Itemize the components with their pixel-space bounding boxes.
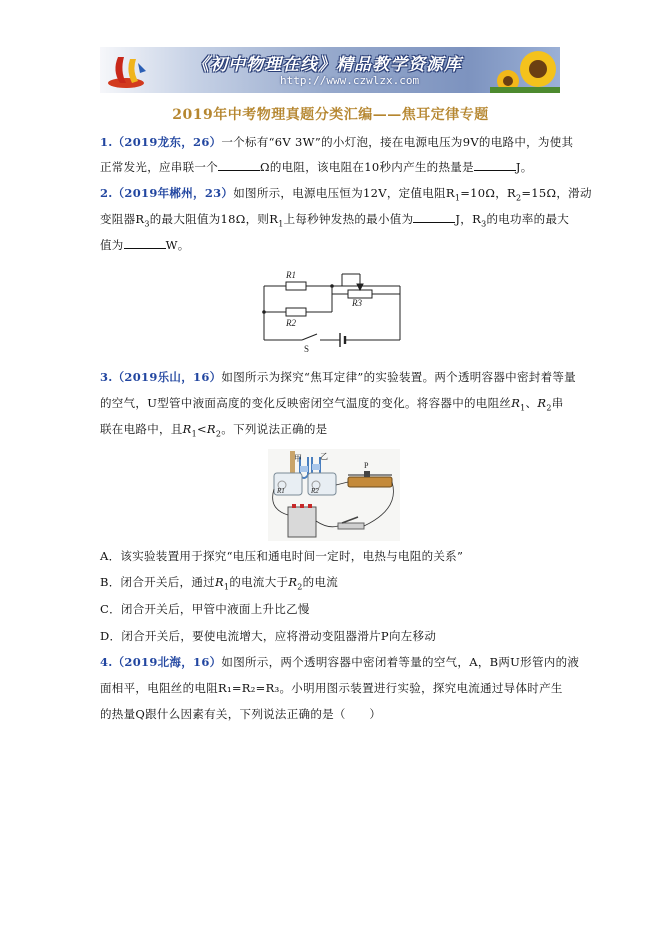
label-r2: R2 xyxy=(286,318,296,328)
label-r3: R3 xyxy=(352,298,362,308)
q2-number: 2. xyxy=(100,186,113,200)
q3-text-3c: 。下列说法正确的是 xyxy=(221,422,328,436)
subscript: 2 xyxy=(297,582,303,592)
q2-text-1b: =10Ω，R xyxy=(460,186,516,200)
banner-title: 《初中物理在线》精品教学资源库 xyxy=(192,55,462,75)
q2-text-3b: W。 xyxy=(165,238,190,252)
q4-text-1: 如图所示，两个透明容器中密闭着等量的空气，A，B两U形管内的液 xyxy=(221,655,580,669)
answer-blank[interactable] xyxy=(413,211,455,223)
answer-blank[interactable] xyxy=(218,159,260,171)
q2-line-2 xyxy=(100,211,568,232)
q2-source: （2019年郴州，23） xyxy=(112,186,234,200)
label-p: P xyxy=(364,461,369,470)
q4-line-1 xyxy=(100,654,580,670)
subscript: 2 xyxy=(215,429,222,439)
subscript: 1 xyxy=(223,582,230,592)
q4-line-2: 面相平，电阻丝的电阻R₁=R₂=R₃。小明用图示装置进行实验，探究电流通过导体时产生 xyxy=(100,681,563,695)
symbol-r: R xyxy=(206,422,216,436)
q1-text-2a: 正常发光，应串联一个 xyxy=(100,160,218,174)
symbol-r: R xyxy=(214,575,224,589)
option-b[interactable] xyxy=(100,574,568,595)
q2-text-2c: 上每秒钟发热的最小值为 xyxy=(283,212,414,226)
q1-text-2b: Ω的电阻，该电阻在10秒内产生的热量是 xyxy=(260,160,474,174)
symbol-r: R xyxy=(511,396,521,410)
q2-text-2b: 的最大阻值为18Ω，则R xyxy=(149,212,279,226)
q2-text-2d: J，R xyxy=(455,212,482,226)
option-c[interactable]: C．闭合开关后，甲管中液面上升比乙慢 xyxy=(100,602,310,616)
q2-text-1c: =15Ω，滑动 xyxy=(521,186,592,200)
option-b-text-a: B．闭合开关后，通过 xyxy=(100,575,215,589)
symbol-r: R xyxy=(288,575,298,589)
subscript: 1 xyxy=(278,219,284,229)
q4-source: （2019北海，16） xyxy=(112,655,222,669)
q2-line-3 xyxy=(100,237,568,253)
symbol-r: R xyxy=(537,396,547,410)
symbol-r: R xyxy=(182,422,192,436)
option-a[interactable]: A．该实验装置用于探究“电压和通电时间一定时，电热与电阻的关系” xyxy=(100,549,464,563)
q3-text-3a: 联在电路中，且 xyxy=(100,422,183,436)
label-r1: R1 xyxy=(286,270,296,280)
subscript: 1 xyxy=(520,403,526,413)
circuit-diagram xyxy=(262,264,402,354)
q4-number: 4. xyxy=(100,655,113,669)
option-d[interactable]: D．闭合开关后，要使电流增大，应将滑动变阻器滑片P向左移动 xyxy=(100,629,437,643)
q2-text-3a: 值为 xyxy=(100,238,124,252)
answer-blank[interactable] xyxy=(124,237,166,249)
q3-text-3b: < xyxy=(196,422,207,436)
label-r2: R2 xyxy=(311,487,319,495)
q1-line-1 xyxy=(100,134,574,150)
q3-line-2 xyxy=(100,395,568,416)
q3-text-2c: 串 xyxy=(551,396,564,410)
subscript: 1 xyxy=(454,193,461,203)
q1-number: 1. xyxy=(100,135,113,149)
answer-blank[interactable] xyxy=(474,159,516,171)
q4-line-3: 的热量Q跟什么因素有关，下列说法正确的是（ ） xyxy=(100,707,382,721)
q3-line-1 xyxy=(100,369,576,385)
apparatus-photo xyxy=(268,449,400,541)
sunflower-icon xyxy=(490,47,560,93)
q3-source: （2019乐山，16） xyxy=(112,370,222,384)
subscript: 3 xyxy=(481,219,487,229)
q3-text-2a: 的空气，U型管中液面高度的变化反映密闭空气温度的变化。将容器中的电阻丝 xyxy=(100,396,512,410)
logo-icon xyxy=(104,49,154,91)
q2-text-2e: 的电功率的最大 xyxy=(486,212,570,226)
q2-text-2a: 变阻器R xyxy=(100,212,145,226)
subscript: 3 xyxy=(144,219,150,229)
label-yi: 乙 xyxy=(320,452,328,461)
banner-url: http://www.czwlzx.com xyxy=(280,74,420,87)
q3-number: 3. xyxy=(100,370,113,384)
header-banner xyxy=(100,47,560,93)
q3-line-3 xyxy=(100,421,568,442)
q1-text-2c: J。 xyxy=(515,160,533,174)
q3-text-1: 如图所示为探究“焦耳定律”的实验装置。两个透明容器中密封着等量 xyxy=(221,370,576,384)
subscript: 1 xyxy=(191,429,197,439)
q2-text-1a: 如图所示，电源电压恒为12V，定值电阻R xyxy=(233,186,455,200)
q1-text-1: 一个标有“6V 3W”的小灯泡，接在电源电压为9V的电路中，为使其 xyxy=(221,135,574,149)
q1-line-2 xyxy=(100,159,568,175)
option-b-text-c: 的电流 xyxy=(302,575,339,589)
q1-source: （2019龙东，26） xyxy=(112,135,222,149)
q2-line-1 xyxy=(100,185,592,206)
label-r1: R1 xyxy=(277,487,285,495)
subscript: 2 xyxy=(546,403,552,413)
q3-text-2b: 、 xyxy=(525,396,538,410)
option-b-text-b: 的电流大于 xyxy=(229,575,289,589)
label-jia: 甲 xyxy=(294,454,302,463)
label-switch: S xyxy=(304,344,310,354)
document-title: 2019年中考物理真题分类汇编——焦耳定律专题 xyxy=(172,107,489,123)
subscript: 2 xyxy=(515,193,522,203)
